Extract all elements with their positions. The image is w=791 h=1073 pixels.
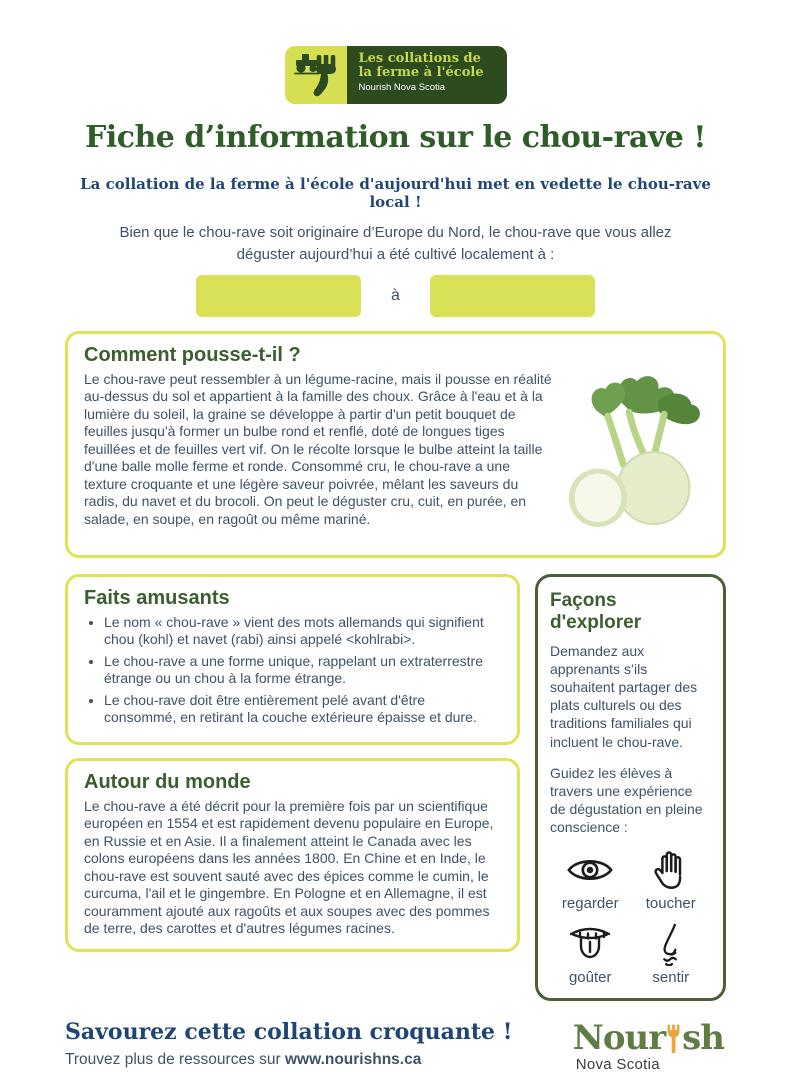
sense-taste: [550, 922, 631, 986]
location-blank-field-1[interactable]: [196, 275, 361, 317]
location-blank-field-2[interactable]: [430, 275, 595, 317]
hand-icon: [651, 848, 691, 892]
footer-resources-line: [65, 1051, 512, 1069]
right-column: [535, 574, 726, 1002]
fork-icon: [665, 1023, 682, 1053]
how-it-grows-body: Le chou-rave peut ressembler à un légume-racine, mais il pousse en réalité au-dessus du sol et appartient à la famille des choux. Grâce à l'eau et à la lumière du soleil, la graine se développe à partir d'un petit bouquet de feuilles jusqu'à former un bulbe rond et renflé, doté de longues tiges feuillées et de feuilles vert vif. On le récolte lorsque le bulbe atteint la taille d'une balle molle ferme et ronde. Consommé cru, le chou-rave a une texture croquante et une légère saveur poivrée, mêlant les saveurs du radis, du navet et du brocoli. On peut le déguster cru, cuit, en purée, en salade, en soupe, en ragoût ou même mariné.: [84, 370, 552, 527]
footer-text-block: [65, 1019, 512, 1069]
page-subtitle: La collation de la ferme à l'école d'aujourd'hui met en vedette le chou-rave local !: [80, 175, 711, 212]
left-column: [65, 574, 520, 1002]
program-badge-art: [285, 46, 347, 104]
kohlrabi-photo: [561, 371, 707, 544]
fun-fact-item: • Le chou-rave doit être entièrement pelé avant d'être consommé, en retirant la couche extérieure épaisse et dure.: [104, 692, 501, 727]
sense-label: sentir: [652, 969, 690, 987]
how-it-grows-title: Comment pousse-t-il ?: [84, 343, 301, 366]
around-the-world-body: Le chou-rave a été décrit pour la première fois par un scientifique européen en 1554 et est rapidement devenu populaire en Europe, en Russie et en Asie. Il a finalement atteint le Canada avec les colons européens dans les années 1800. En Chine et en Inde, le chou-rave est souvent sauté avec des épices comme le cumin, le curcuma, l'ail et le gingembre. En Pologne et en Allemagne, il est couramment ajouté aux ragoûts et aux soupes avec des pommes de terre, des carottes et d'autres légumes racines.: [84, 797, 494, 937]
program-badge-title: Les collations de la ferme à l'école: [358, 51, 484, 80]
program-badge: [285, 46, 507, 104]
ways-to-explore-paragraph-2: Guidez les élèves à travers une expérience de dégustation en pleine conscience :: [550, 764, 703, 836]
section-ways-to-explore: [535, 574, 726, 1002]
nourish-word-end: sh: [682, 1018, 724, 1059]
sense-label: regarder: [561, 895, 619, 913]
senses-grid: [550, 848, 711, 986]
page-title: Fiche d’information sur le chou-rave !: [85, 120, 706, 155]
program-badge-subtitle: Nourish Nova Scotia: [358, 82, 446, 94]
fun-facts-list: [84, 614, 501, 727]
footer-resources-text: Trouvez plus de ressources sur: [65, 1051, 281, 1069]
tongue-icon: [567, 922, 613, 966]
nourish-logo: [572, 1018, 726, 1073]
section-around-the-world: [65, 758, 520, 952]
fun-facts-title: Faits amusants: [84, 586, 230, 609]
sense-look: [550, 848, 631, 912]
footer: [65, 1019, 726, 1073]
eye-icon: [566, 848, 614, 892]
section-how-it-grows: [65, 331, 726, 558]
around-the-world-title: Autour du monde: [84, 770, 251, 793]
footer-headline: Savourez cette collation croquante !: [65, 1019, 513, 1046]
fork-icon: [309, 55, 343, 101]
location-connector: à: [391, 286, 400, 304]
fun-fact-item: • Le nom « chou-rave » vient des mots allemands qui signifient chou (kohl) et navet (rabi) ainsi appelé <kohlrabi>.: [104, 614, 501, 649]
fun-fact-item: • Le chou-rave a une forme unique, rappelant un extraterrestre étrange ou un chou à la forme étrange.: [104, 653, 501, 688]
sense-label: toucher: [645, 895, 696, 913]
nourish-word-start: Nour: [572, 1018, 666, 1059]
content-area: [65, 331, 726, 1002]
ways-to-explore-paragraph-1: Demandez aux apprenants s’ils souhaitent partager des plats culturels ou des traditions familiales qui incluent le chou-rave.: [550, 642, 698, 750]
location-blank-row: [65, 275, 726, 317]
nourish-logo-word: [572, 1018, 724, 1059]
section-fun-facts: [65, 574, 520, 745]
nourish-logo-subtitle: Nova Scotia: [575, 1056, 660, 1073]
nose-icon: [657, 922, 685, 966]
sense-label: goûter: [568, 969, 612, 987]
ways-to-explore-title: Façons d'explorer: [550, 589, 642, 633]
program-badge-text: [347, 46, 507, 104]
sense-touch: [631, 848, 712, 912]
intro-text: Bien que le chou-rave soit originaire d’Europe du Nord, le chou-rave que vous allez déguster aujourd’hui a été cultivé localement à :: [119, 224, 672, 263]
footer-resources-url[interactable]: www.nourishns.ca: [284, 1051, 422, 1069]
sense-smell: [631, 922, 712, 986]
